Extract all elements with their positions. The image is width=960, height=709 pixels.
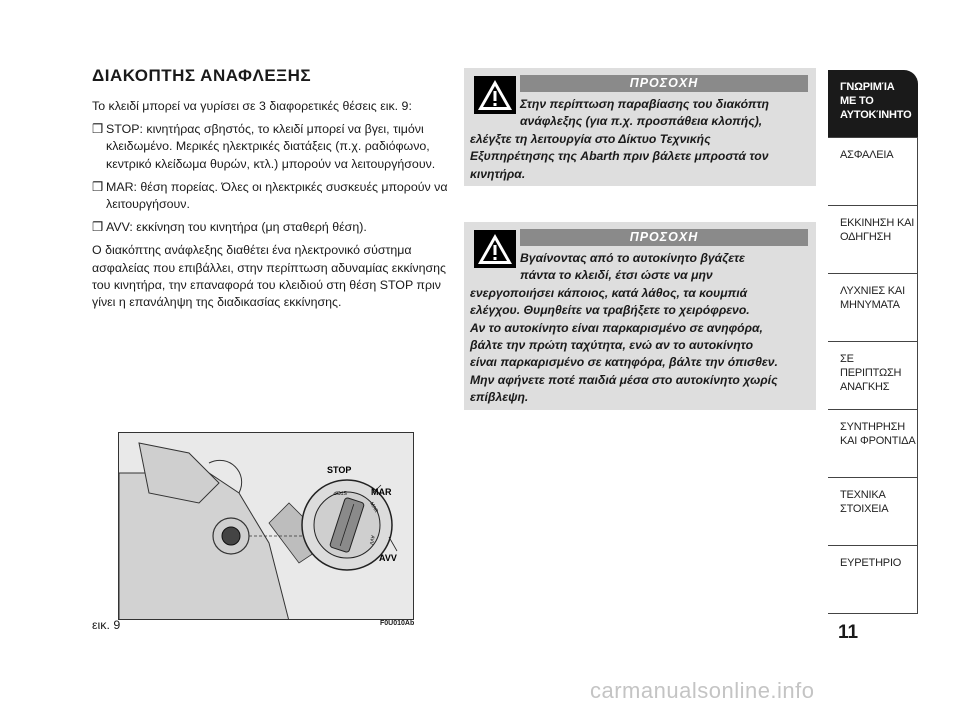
warning-line: πάντα το κλειδί, έτσι ώστε να μην (520, 268, 713, 283)
tab-safety[interactable] (828, 138, 918, 206)
label-avv: AVV (379, 553, 397, 563)
bullet-stop (92, 121, 462, 173)
tab-label: ΚΑΙ ΦΡΟΝΤΙΔΑ (840, 435, 916, 447)
tab-label: ΑΝΑΓΚΗΣ (840, 381, 890, 393)
tab-label: ΓΝΩΡΙΜΊΑ (840, 81, 895, 93)
label-mar: MAR (371, 487, 392, 497)
warning-box-leaving-car (464, 222, 816, 410)
tab-label: ΣΥΝΤΗΡΗΣΗ (840, 421, 905, 433)
warning-line: Στην περίπτωση παραβίασης του διακόπτη (520, 97, 769, 111)
bullet-text: AVV: εκκίνηση του κινητήρα (μη σταθερή θέση). (106, 220, 367, 235)
tab-getting-to-know[interactable] (828, 70, 918, 138)
figure-code: F0U010Ab (380, 620, 415, 627)
tab-label: ΑΣΦΑΛΕΙΑ (840, 149, 894, 161)
warning-line: Βγαίνοντας από το αυτοκίνητο βγάζετε (520, 251, 745, 265)
label-stop: STOP (327, 465, 352, 475)
warning-line: Μην αφήνετε ποτέ παιδιά μέσα στο αυτοκίνητο χωρίς (470, 372, 778, 387)
tab-label: ΤΕΧΝΙΚΑ (840, 489, 886, 501)
tab-label: ΑΥΤΟΚΊΝΗΤΟ (840, 109, 912, 121)
tab-maintenance[interactable] (828, 410, 918, 478)
tab-warning-lights[interactable] (828, 274, 918, 342)
chapter-tabs (828, 70, 918, 614)
warning-text (470, 96, 808, 183)
warning-line: ελέγχου. Θυμηθείτε να τραβήξετε το χειρόφρενο. (470, 303, 750, 318)
warning-box-theft (464, 68, 816, 186)
ignition-switch-figure (118, 432, 414, 620)
tab-label: ΟΔΗΓΗΣΗ (840, 231, 891, 243)
intro-paragraph: Το κλειδί μπορεί να γυρίσει σε 3 διαφορετικές θέσεις εικ. 9: (92, 99, 412, 113)
tab-starting-driving[interactable] (828, 206, 918, 274)
warning-line: κινητήρα. (470, 166, 526, 181)
warning-line: επίβλεψη. (470, 390, 529, 405)
watermark: carmanualsonline.info (590, 678, 815, 703)
tab-label: ΣΤΟΙΧΕΙΑ (840, 503, 889, 515)
tab-index[interactable] (828, 546, 918, 614)
bullet-avv (92, 219, 462, 236)
body-text (92, 98, 462, 317)
warning-line: Εξυπηρέτησης της Abarth πριν βάλετε μπροστά τον (470, 149, 769, 164)
warning-header: ΠΡΟΣΟΧΗ (520, 229, 808, 246)
warning-line: είναι παρκαρισμένο σε κατηφόρα, βάλτε την όπισθεν. (470, 355, 778, 370)
warning-line: ελέγξτε τη λειτουργία στο Δίκτυο Τεχνικής (470, 131, 711, 146)
ring-label-avv: AVV (367, 534, 376, 546)
closing-paragraph: Ο διακόπτης ανάφλεξης διαθέτει ένα ηλεκτρονικό σύστημα ασφαλείας που επιβάλλει, στην περίπτωση αδυναμίας εκκίνησης του κινητήρα, την επαναφορά του κλειδιού στη θέση STOP πριν γίνει η επανάληψη της διαδικασίας εκκίνησης. (92, 243, 447, 310)
warning-line: ανάφλεξης (για π.χ. προσπάθεια κλοπής), (520, 114, 763, 129)
warning-line: Αν το αυτοκίνητο είναι παρκαρισμένο σε ανηφόρα, (470, 320, 763, 335)
tab-label: ΜΗΝΥΜΑΤΑ (840, 299, 900, 311)
bullet-text: MAR: θέση πορείας. Όλες οι ηλεκτρικές συσκευές μπορούν να λειτουργήσουν. (106, 179, 448, 212)
tab-technical-data[interactable] (828, 478, 918, 546)
tab-emergency[interactable] (828, 342, 918, 410)
tab-label: ΕΚΚΙΝΗΣΗ ΚΑΙ (840, 217, 915, 229)
page-title: ΔΙΑΚΟΠΤΗΣ ΑΝΑΦΛΕΞΗΣ (92, 66, 312, 85)
tab-label: ΛΥΧΝΙΕΣ ΚΑΙ (840, 285, 905, 297)
page-number: 11 (838, 622, 859, 643)
warning-line: ενεργοποιήσει κάποιος, κατά λάθος, τα κουμπιά (470, 285, 748, 300)
checkbox-bullet-icon: ❒ (92, 179, 104, 194)
ring-label-stop: STOP (333, 489, 347, 495)
warning-line: βάλτε την πρώτη ταχύτητα, ενώ αν το αυτοκίνητο (470, 338, 754, 353)
checkbox-bullet-icon: ❒ (92, 220, 104, 235)
checkbox-bullet-icon: ❒ (92, 122, 104, 137)
figure-caption: εικ. 9 (92, 618, 121, 632)
tab-label: ΜΕ ΤΟ (840, 95, 874, 107)
ring-label-mar: MAR (368, 501, 380, 514)
warning-text (470, 250, 808, 407)
warning-header: ΠΡΟΣΟΧΗ (520, 75, 808, 92)
bullet-mar (92, 179, 462, 213)
ignition-illustration (119, 433, 414, 620)
tab-label: ΣΕ ΠΕΡΙΠΤΩΣΗ (840, 353, 902, 379)
bullet-text: STOP: κινητήρας σβηστός, το κλειδί μπορεί να βγει, τιμόνι κλειδωμένο. Μερικές ηλεκτρικές διατάξεις (π.χ. ραδιόφωνο, κεντρικό κλείδωμα θυρών, κτλ.) μπορούν να λειτουργήσουν. (106, 122, 436, 171)
tab-label: ΕΥΡΕΤΗΡΙΟ (840, 557, 902, 569)
